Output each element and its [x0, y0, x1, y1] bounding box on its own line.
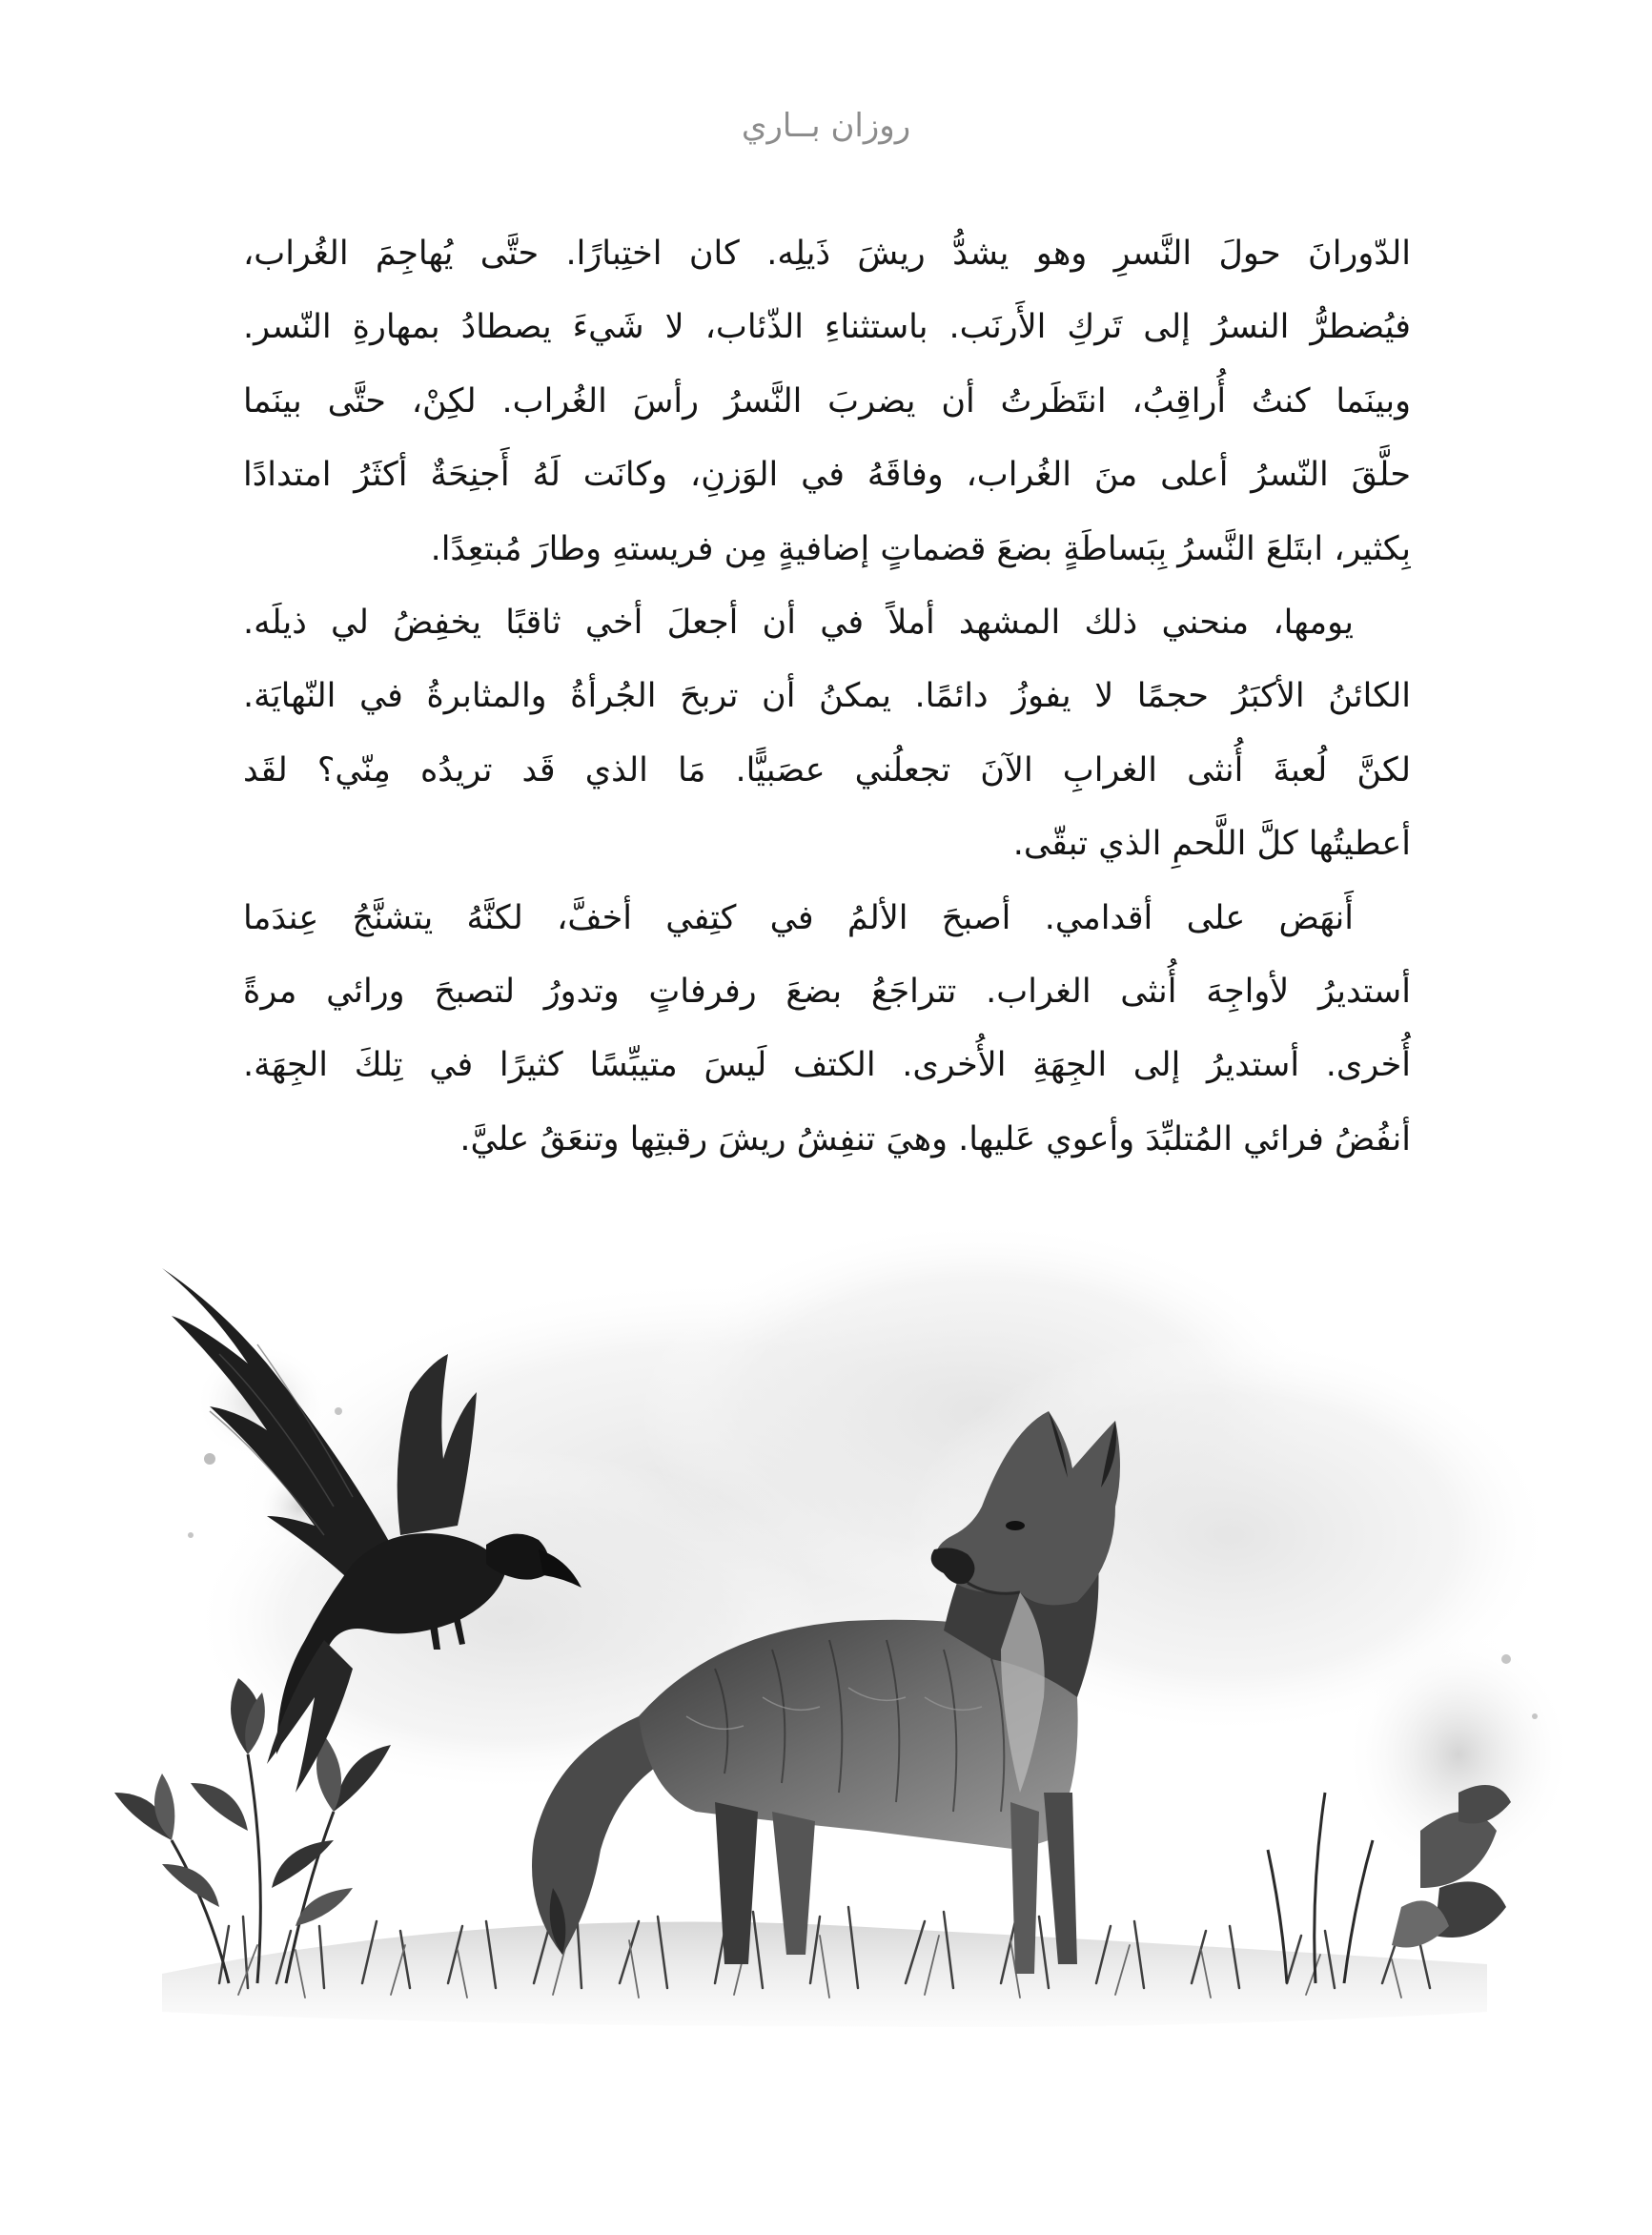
text-line: فيُضطرُّ النسرُ إلى تَركِ الأَرنَب. باستثناءِ الذّئاب، لا شَيءَ يصطادُ بمهارةِ النّسر. [243, 308, 1411, 347]
text-line: أَنهَض على أقدامي. أصبحَ الألمُ في كتِفي أخفَّ، لكنَّهُ يتشنَّجُ عِندَما [243, 898, 1354, 937]
text-line: وبينَما كنتُ أُراقِبُ، انتَظَرتُ أن يضربَ النَّسرُ رأسَ الغُراب. لكِنْ، حتَّى بينَما [243, 381, 1411, 420]
ground-grass [162, 1907, 1487, 2027]
text-line: الكائنُ الأكبَرُ حجمًا لا يفوزُ دائمًا. يمكنُ أن تربحَ الجُرأةُ والمثابرةُ في النّهايَة. [243, 677, 1411, 716]
paragraph-3 [243, 882, 1411, 1178]
paragraph-2 [243, 586, 1411, 882]
body-text [243, 217, 1411, 1177]
text-line: حلَّقَ النّسرُ أعلى منَ الغُراب، وفاقَهُ في الوَزنِ، وكانَت لَهُ أَجنِحَةٌ أكثَرُ امتدادًا [243, 456, 1411, 495]
text-line: أُخرى. أستديرُ إلى الجِهَةِ الأُخرى. الكتف لَيسَ متيبِّسًا كثيرًا في تِلكَ الجِهَة. [243, 1046, 1411, 1085]
paragraph-1 [243, 217, 1411, 586]
text-line: لكنَّ لُعبةَ أُنثى الغرابِ الآنَ تجعلُني عصَبيًّا. مَا الذي قَد تريدُه مِنّي؟ لقَد [243, 750, 1411, 789]
text-line: أستديرُ لأواجِهَ أُنثى الغراب. تتراجَعُ بضعَ رفرفاتٍ وتدورُ لتصبحَ ورائي مرةً [243, 973, 1411, 1012]
text-line: أعطيتُها كلَّ اللَّحمِ الذي تبقّى. [1012, 825, 1411, 864]
illustration-svg [105, 1220, 1592, 2098]
text-line: أنفُضُ فرائي المُتلبِّدَ وأعوي عَليها. وهيَ تنفِشُ ريشَ رقبتِها وتنعَقُ عليَّ. [459, 1119, 1411, 1159]
text-line: يومها، منحني ذلك المشهد أملاً في أن أجعلَ أخي ثاقبًا يخفِضُ لي ذيلَه. [243, 604, 1354, 643]
text-line: بِكثير، ابتَلعَ النَّسرُ بِبَساطَةٍ بضعَ قضماتٍ إضافيةٍ مِن فريستهِ وطارَ مُبتعِدًا. [430, 529, 1411, 568]
text-line: الدّورانَ حولَ النَّسرِ وهو يشدُّ ريشَ ذَيلِه. كان اختِبارًا. حتَّى يُهاجِمَ الغُراب، [243, 235, 1411, 273]
wolf-and-crow-illustration [105, 1220, 1592, 2098]
running-header-author: روزان بــاري [741, 107, 911, 145]
